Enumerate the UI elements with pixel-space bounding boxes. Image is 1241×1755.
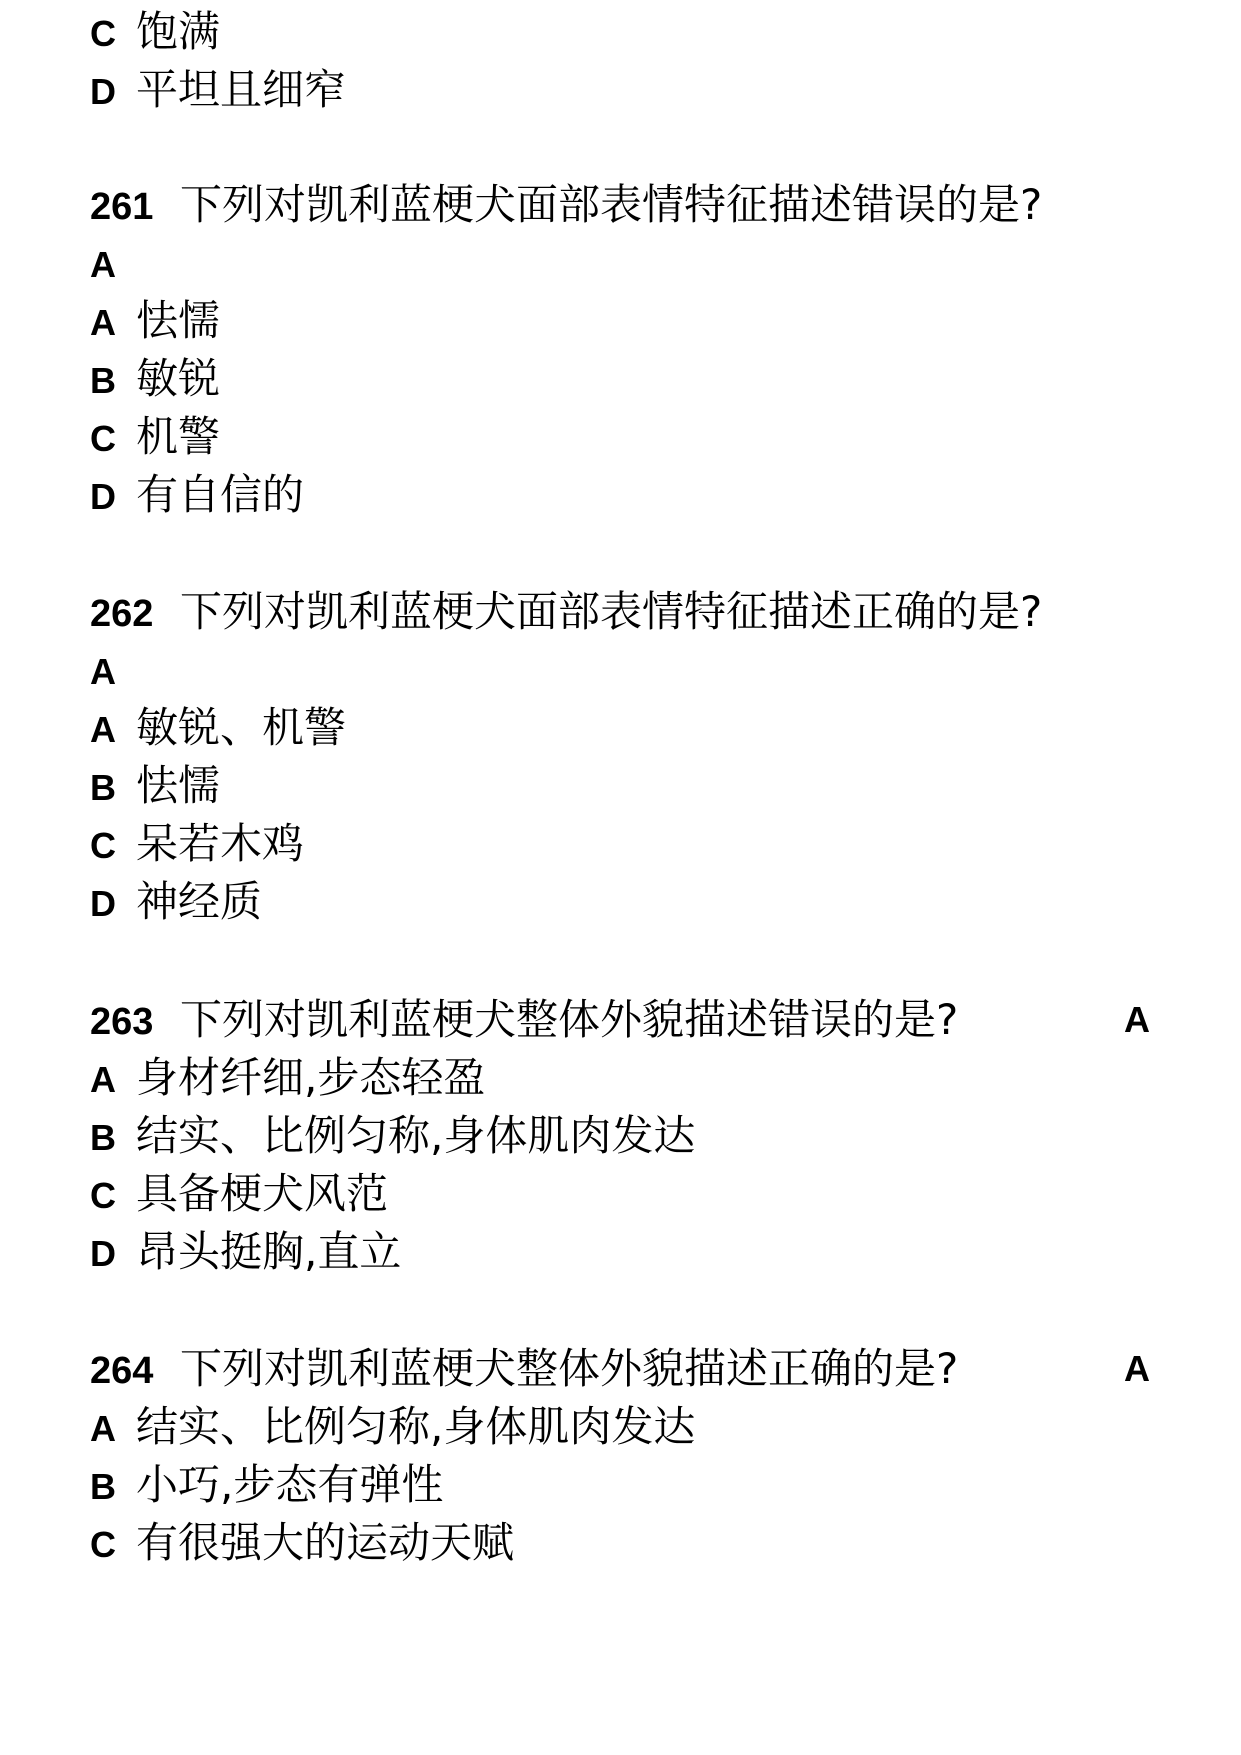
option-text: 有很强大的运动天赋 (136, 1518, 515, 1567)
option-letter: B (90, 1117, 116, 1158)
option-262-b (90, 756, 1150, 816)
option-letter: A (90, 302, 116, 343)
option-letter: B (90, 1466, 116, 1507)
option-letter: C (90, 1524, 116, 1565)
option-263-a (90, 1048, 1150, 1108)
option-letter: D (90, 883, 116, 924)
option-text: 具备梗犬风范 (136, 1169, 389, 1218)
option-263-b (90, 1106, 1150, 1166)
answer-key: A (90, 244, 116, 285)
option-text: 敏锐 (136, 354, 221, 403)
option-text: 小巧,步态有弹性 (136, 1460, 444, 1509)
option-text: 结实、比例匀称,身体肌肉发达 (136, 1111, 696, 1160)
option-letter: A (90, 1059, 116, 1100)
option-text: 机警 (136, 412, 221, 461)
option-264-b (90, 1455, 1150, 1515)
answer-key: A (90, 651, 116, 692)
question-number: 264 (90, 1350, 154, 1392)
question-264 (90, 1339, 1150, 1399)
option-text: 神经质 (136, 877, 263, 926)
question-number: 261 (90, 186, 154, 228)
option-262-c (90, 814, 1150, 874)
option-264-a (90, 1397, 1150, 1457)
option-letter: A (90, 1408, 116, 1449)
option-text: 怯懦 (136, 761, 221, 810)
question-262 (90, 582, 1150, 642)
option-263-d (90, 1222, 1150, 1282)
option-text: 敏锐、机警 (136, 703, 347, 752)
document-page (90, 0, 1150, 1755)
question-text: 下列对凯利蓝梗犬整体外貌描述正确的是? (180, 1344, 959, 1393)
option-262-a (90, 698, 1150, 758)
question-number: 262 (90, 593, 154, 635)
option-261-b (90, 349, 1150, 409)
option-text: 呆若木鸡 (136, 819, 305, 868)
option-262-d (90, 872, 1150, 932)
option-letter: C (90, 13, 116, 54)
option-letter: D (90, 476, 116, 517)
option-c-prev (90, 2, 1150, 62)
option-text: 怯懦 (136, 296, 221, 345)
question-number: 263 (90, 1001, 154, 1043)
option-261-d (90, 465, 1150, 525)
option-letter: C (90, 1175, 116, 1216)
option-text: 身材纤细,步态轻盈 (136, 1053, 486, 1102)
option-letter: C (90, 825, 116, 866)
option-263-c (90, 1164, 1150, 1224)
question-261 (90, 175, 1150, 235)
option-text: 有自信的 (136, 470, 305, 519)
option-text: 昂头挺胸,直立 (136, 1227, 402, 1276)
option-text: 饱满 (136, 7, 221, 56)
option-text: 平坦且细窄 (136, 65, 347, 114)
question-text: 下列对凯利蓝梗犬面部表情特征描述错误的是? (180, 180, 1043, 229)
question-text: 下列对凯利蓝梗犬面部表情特征描述正确的是? (180, 587, 1043, 636)
option-letter: B (90, 767, 116, 808)
option-letter: D (90, 1233, 116, 1274)
question-263 (90, 990, 1150, 1050)
option-261-c (90, 407, 1150, 467)
question-text: 下列对凯利蓝梗犬整体外貌描述错误的是? (180, 995, 959, 1044)
answer-261 (90, 233, 1150, 293)
answer-key: A (1124, 999, 1150, 1040)
option-letter: C (90, 418, 116, 459)
option-letter: B (90, 360, 116, 401)
option-text: 结实、比例匀称,身体肌肉发达 (136, 1402, 696, 1451)
option-264-c (90, 1513, 1150, 1573)
answer-262 (90, 640, 1150, 700)
option-d-prev (90, 60, 1150, 120)
option-261-a (90, 291, 1150, 351)
option-letter: D (90, 71, 116, 112)
answer-key: A (1124, 1348, 1150, 1389)
option-letter: A (90, 709, 116, 750)
